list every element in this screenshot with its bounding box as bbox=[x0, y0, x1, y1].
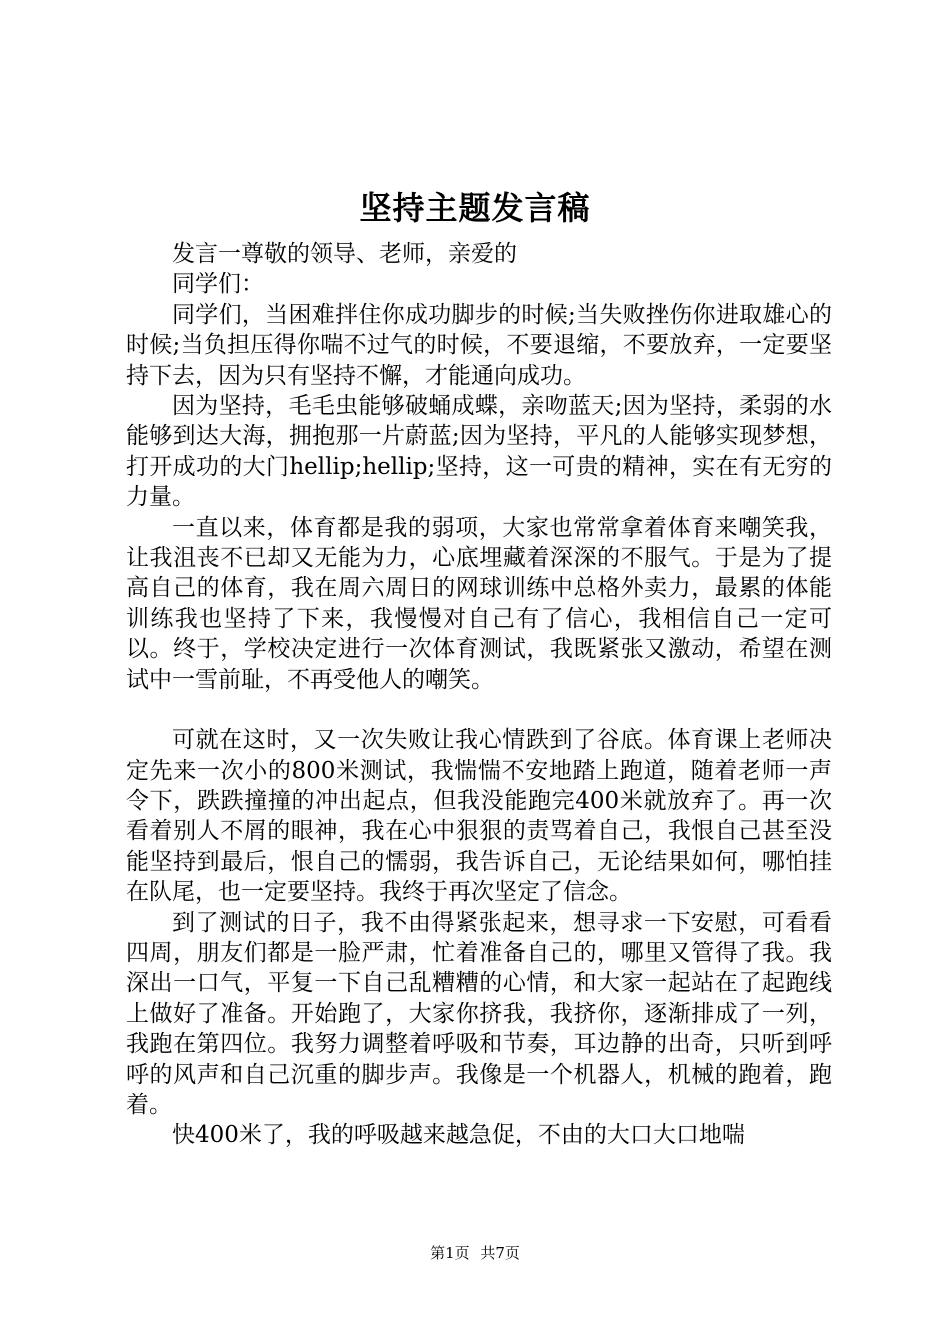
paragraph-greeting-continued: 同学们： bbox=[172, 271, 264, 298]
paragraph-greeting: 发言一尊敬的领导、老师，亲爱的 bbox=[172, 241, 517, 267]
page-number: 第1页 bbox=[430, 1244, 470, 1262]
page-total: 共7页 bbox=[480, 1244, 520, 1262]
document-body bbox=[126, 239, 832, 1151]
document-title: 坚持主题发言稿 bbox=[359, 189, 591, 227]
paragraph-body: 同学们，当困难拌住你成功脚步的时候;当失败挫伤你进取雄心的时候;当负担压得你喘不过气的时候，不要退缩，不要放弃，一定要坚持下去，因为只有坚持不懈，才能通向成功。 bbox=[126, 301, 832, 389]
paragraph-body: 可就在这时，又一次失败让我心情跌到了谷底。体育课上老师决定先来一次小的800米测试，我惴惴不安地踏上跑道，随着老师一声令下，跌跌撞撞的冲出起点，但我没能跑完400米就放弃了。再一次看着别人不屑的眼神，我在心中狠狠的责骂着自己，我恨自己甚至没能坚持到最后，恨自己的懦弱，我告诉自己，无论结果如何，哪怕挂在队尾，也一定要坚持。我终于再次坚定了信念。 bbox=[126, 727, 832, 906]
paragraph-body: 一直以来，体育都是我的弱项，大家也常常拿着体育来嘲笑我，让我沮丧不已却又无能为力，心底埋藏着深深的不服气。于是为了提高自己的体育，我在周六周日的网球训练中总格外卖力，最累的体能训练我也坚持了下来，我慢慢对自己有了信心，我相信自己一定可以。终于，学校决定进行一次体育测试，我既紧张又激动，希望在测试中一雪前耻，不再受他人的嘲笑。 bbox=[126, 514, 832, 693]
paragraph-body: 到了测试的日子，我不由得紧张起来，想寻求一下安慰，可看看四周，朋友们都是一脸严肃，忙着准备自己的，哪里又管得了我。我深出一口气，平复一下自己乱糟糟的心情，和大家一起站在了起跑线上做好了准备。开始跑了，大家你挤我，我挤你，逐渐排成了一列，我跑在第四位。我努力调整着呼吸和节奏，耳边静的出奇，只听到呼呼的风声和自己沉重的脚步声。我像是一个机器人，机械的跑着，跑着。 bbox=[126, 909, 832, 1118]
paragraph-body: 快400米了，我的呼吸越来越急促，不由的大口大口地喘 bbox=[172, 1122, 745, 1149]
page-footer bbox=[0, 1243, 950, 1263]
paragraph-body: 因为坚持，毛毛虫能够破蛹成蝶，亲吻蓝天;因为坚持，柔弱的水能够到达大海，拥抱那一片蔚蓝;因为坚持，平凡的人能够实现梦想，打开成功的大门hellip;hellip;坚持，这一可贵的精神，实在有无穷的力量。 bbox=[126, 393, 832, 511]
